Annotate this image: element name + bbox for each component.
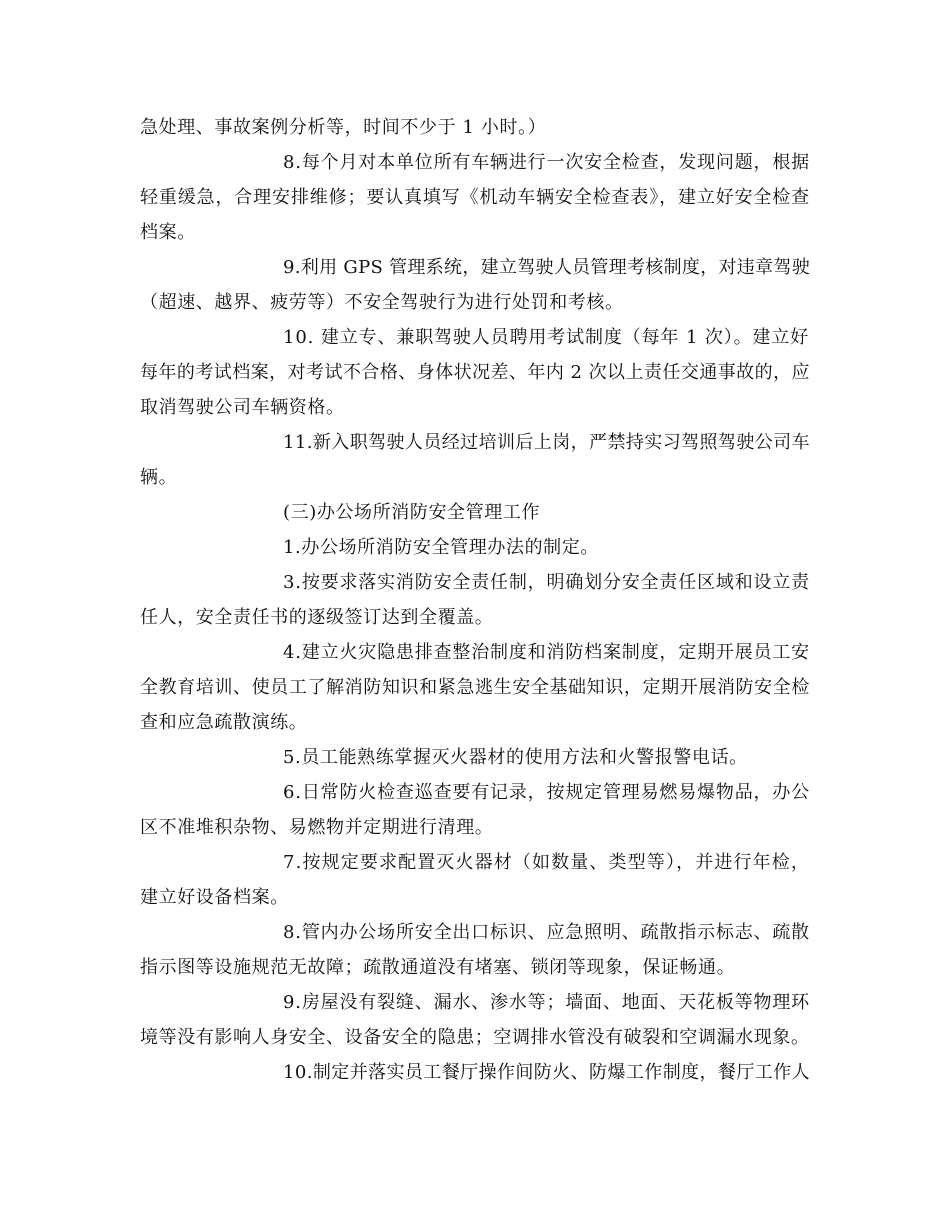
paragraph-item-3: [140, 565, 810, 635]
line-text: 每年的考试档案，对考试不合格、身体状况差、年内 2 次以上责任交通事故的，应: [140, 362, 810, 383]
text-line: [140, 460, 810, 495]
paragraph-item-7: [140, 845, 810, 915]
text-line: [140, 180, 810, 215]
paragraph-item-4: [140, 635, 810, 740]
line-text: 4.建立火灾隐患排查整治制度和消防档案制度，定期开展员工安: [283, 642, 810, 663]
line-text: （超速、越界、疲劳等）不安全驾驶行为进行处罚和考核。: [140, 292, 624, 313]
text-line: [283, 425, 810, 460]
paragraph-item-9-gps: [140, 250, 810, 320]
line-text: 任人，安全责任书的逐级签订达到全覆盖。: [140, 607, 494, 628]
line-text: 档案。: [140, 222, 196, 243]
text-line: [140, 705, 810, 740]
line-text: 3.按要求落实消防安全责任制，明确划分安全责任区域和设立责: [283, 572, 810, 593]
line-text: 8.每个月对本单位所有车辆进行一次安全检查，发现问题，根据: [283, 152, 810, 173]
paragraph-item-10-driver-exam: [140, 320, 810, 425]
line-text: 指示图等设施规范无故障；疏散通道没有堵塞、锁闭等现象，保证畅通。: [140, 957, 736, 978]
line-text: 9.利用 GPS 管理系统，建立驾驶人员管理考核制度，对违章驾驶: [283, 257, 810, 278]
text-line: [283, 495, 810, 530]
line-text: 轻重缓急，合理安排维修；要认真填写《机动车辆安全检查表》，建立好安全检查: [140, 187, 810, 208]
line-text: 6.日常防火检查巡查要有记录，按规定管理易燃易爆物品，办公: [283, 782, 810, 803]
text-line: [140, 670, 810, 705]
line-text: 9.房屋没有裂缝、漏水、渗水等；墙面、地面、天花板等物理环: [283, 992, 810, 1013]
text-line: [283, 1055, 810, 1090]
text-line: [140, 600, 810, 635]
paragraph-continued: [140, 110, 810, 145]
line-text: 10. 建立专、兼职驾驶人员聘用考试制度（每年 1 次）。建立好: [283, 327, 810, 348]
text-line: [283, 565, 810, 600]
line-text: 8.管内办公场所安全出口标识、应急照明、疏散指示标志、疏散: [283, 922, 810, 943]
text-line: [140, 1020, 810, 1055]
text-line: [140, 810, 810, 845]
text-line: [283, 635, 810, 670]
text-line: [283, 250, 810, 285]
text-line: [283, 845, 810, 880]
paragraph-item-11-new-drivers: [140, 425, 810, 495]
line-text: 7.按规定要求配置灭火器材（如数量、类型等），并进行年检，: [283, 852, 810, 873]
text-line: [140, 390, 810, 425]
paragraph-item-10: [140, 1055, 810, 1090]
text-line: [283, 985, 810, 1020]
document-body: [140, 110, 810, 1090]
text-line: [283, 530, 810, 565]
line-text: 辆。: [140, 467, 178, 488]
paragraph-item-1: [140, 530, 810, 565]
line-text: 11.新入职驾驶人员经过培训后上岗，严禁持实习驾照驾驶公司车: [283, 432, 810, 453]
text-line: [283, 775, 810, 810]
text-line: [140, 355, 810, 390]
line-text: 全教育培训、使员工了解消防知识和紧急逃生安全基础知识，定期开展消防安全检: [140, 677, 810, 698]
section-heading-office-fire-safety: [140, 495, 810, 530]
line-text: 1.办公场所消防安全管理办法的制定。: [283, 537, 599, 558]
line-text: 10.制定并落实员工餐厅操作间防火、防爆工作制度，餐厅工作人: [283, 1062, 810, 1083]
paragraph-item-5: [140, 740, 810, 775]
line-text: 区不准堆积杂物、易燃物并定期进行清理。: [140, 817, 494, 838]
line-text: (三)办公场所消防安全管理工作: [283, 502, 541, 523]
line-text: 5.员工能熟练掌握灭火器材的使用方法和火警报警电话。: [283, 747, 748, 768]
paragraph-item-8-vehicle-inspection: [140, 145, 810, 250]
text-line: [283, 320, 810, 355]
text-line: [140, 950, 810, 985]
line-text: 查和应急疏散演练。: [140, 712, 308, 733]
line-text: 急处理、事故案例分析等，时间不少于 1 小时。）: [140, 117, 547, 138]
paragraph-item-9: [140, 985, 810, 1055]
text-line: [283, 915, 810, 950]
text-line: [140, 285, 810, 320]
text-line: [283, 740, 810, 775]
text-line: [140, 110, 810, 145]
line-text: 取消驾驶公司车辆资格。: [140, 397, 345, 418]
text-line: [140, 215, 810, 250]
text-line: [140, 880, 810, 915]
line-text: 境等没有影响人身安全、设备安全的隐患；空调排水管没有破裂和空调漏水现象。: [140, 1027, 810, 1048]
text-line: [283, 145, 810, 180]
paragraph-item-6: [140, 775, 810, 845]
line-text: 建立好设备档案。: [140, 887, 289, 908]
paragraph-item-8: [140, 915, 810, 985]
